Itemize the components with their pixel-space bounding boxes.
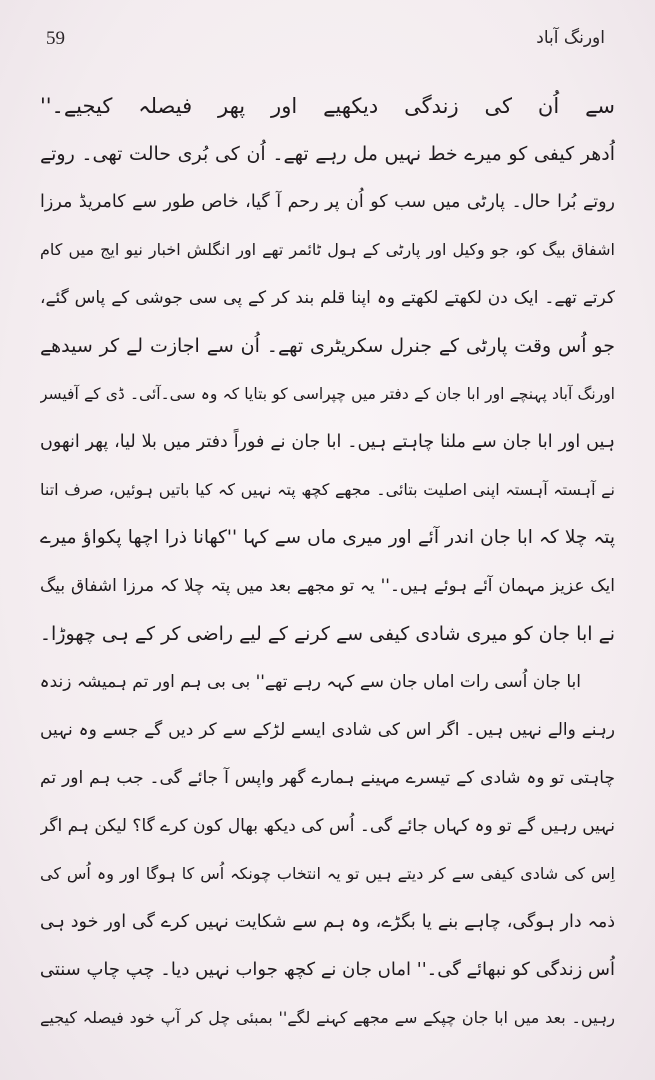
text-line: اورنگ آباد پہنچے اور ابا جان کے دفتر میں چپراسی کو بتایا کہ وہ سی۔آئی۔ ڈی کے آفیسر (40, 385, 615, 403)
text-line: چاہتی تو وہ شادی کے تیسرے مہینے ہمارے گھر واپس آ جائے گی۔ جب ہم اور تم (40, 768, 615, 788)
page-number: 59 (46, 28, 65, 49)
text-line: اُدھر کیفی کو میرے خط نہیں مل رہے تھے۔ اُن کی بُری حالت تھی۔ روتے (40, 143, 615, 165)
text-line: اُس زندگی کو نبھائے گی۔'' اماں جان نے کچھ جواب نہیں دیا۔ چپ چاپ سنتی (40, 959, 615, 980)
text-line: اِس کی شادی کیفی سے کر دیتے ہیں تو یہ انتخاب چونکہ اُس کا ہوگا اور وہ اُس کی (40, 864, 615, 883)
text-line: نے آہستہ آہستہ اپنی اصلیت بتائی۔ مجھے کچھ پتہ نہیں کہ کیا باتیں ہوئیں، صرف اتنا (40, 480, 615, 499)
text-line: ذمہ دار ہوگی، چاہے بنے یا بگڑے، وہ ہم سے شکایت نہیں کرے گی اور خود ہی (40, 912, 615, 932)
text-line: جو اُس وقت پارٹی کے جنرل سکریٹری تھے۔ اُن سے اجازت لے کر سیدھے (40, 335, 615, 357)
text-line: اشفاق بیگ کو، جو وکیل اور پارٹی کے ہول ٹائمر تھے اور انگلش اخبار نیو ایج میں کام (40, 240, 615, 259)
text-line: رہنے والے نہیں ہیں۔ اگر اس کی شادی ایسے لڑکے سے کر دیں گے جسے وہ نہیں (40, 720, 615, 740)
page-header (46, 28, 605, 58)
text-line: ابا جان اُسی رات اماں جان سے کہہ رہے تھے'' بی بی ہم اور تم ہمیشہ زندہ (40, 672, 581, 692)
text-line: روتے بُرا حال۔ پارٹی میں سب کو اُن پر رحم آ گیا، خاص طور سے کامریڈ مرزا (40, 192, 615, 212)
text-line: نہیں رہیں گے تو وہ کہاں جائے گی۔ اُس کی دیکھ بھال کون کرے گا؟ لیکن ہم اگر (40, 816, 615, 836)
body-text (40, 82, 615, 1042)
running-title: اورنگ آباد (536, 28, 605, 48)
text-line: کرتے تھے۔ ایک دن لکھتے لکھتے وہ اپنا قلم بند کر کے پی سی جوشی کے پاس گئے، (40, 288, 615, 308)
text-line: ایک عزیز مہمان آئے ہوئے ہیں۔'' یہ تو مجھے بعد میں پتہ چلا کہ مرزا اشفاق بیگ (40, 576, 615, 596)
text-line: رہیں۔ بعد میں ابا جان چپکے سے مجھے کہنے لگے'' بمبئی چل کر آپ خود فیصلہ کیجیے (40, 1008, 615, 1027)
text-line: ہیں اور ابا جان سے ملنا چاہتے ہیں۔ ابا جان نے فوراً دفتر میں بلا لیا، پھر انھوں (40, 432, 615, 452)
text-line: پتہ چلا کہ ابا جان اندر آئے اور میری ماں سے کہا ''کھانا ذرا اچھا پکواؤ میرے (40, 527, 615, 548)
text-line: نے ابا جان کو میری شادی کیفی سے کرنے کے لیے راضی کر کے ہی چھوڑا۔ (40, 623, 615, 645)
text-line: سے اُن کی زندگی دیکھیے اور پھر فیصلہ کیجیے۔'' (40, 94, 615, 118)
